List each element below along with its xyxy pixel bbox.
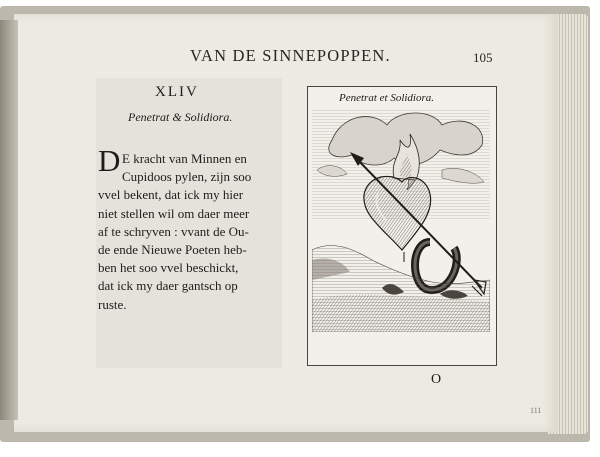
text-line: ruste. — [98, 296, 127, 312]
running-head: VAN DE SINNEPOPPEN. — [190, 46, 391, 65]
text-line: af te schryven : vvant de Ou- — [98, 223, 249, 239]
engraving-title: Penetrat et Solidiora. — [339, 92, 435, 104]
emblem-engraving — [312, 110, 490, 332]
emblem-motto: Penetrat & Solidiora. — [128, 110, 233, 124]
text-line: niet stellen wil om daer meer — [98, 205, 250, 221]
pencil-page-mark: 111 — [530, 406, 542, 415]
drop-capital: D — [98, 143, 121, 178]
gutter-shadow — [0, 20, 18, 420]
text-line: Cupidoos pylen, zijn soo — [122, 169, 252, 185]
text-line: ben het soo vvel beschickt, — [98, 260, 239, 276]
emblem-number: XLIV — [155, 84, 199, 100]
page-number: 105 — [473, 50, 493, 65]
text-line: E kracht van Minnen en — [122, 151, 247, 166]
body-text — [98, 150, 284, 314]
text-line: dat ick my daer gantsch op — [98, 278, 238, 294]
text-line: de ende Nieuwe Poeten heb- — [98, 242, 247, 258]
text-line: vvel bekent, dat ick my hier — [98, 187, 244, 203]
signature-mark: O — [431, 372, 442, 387]
